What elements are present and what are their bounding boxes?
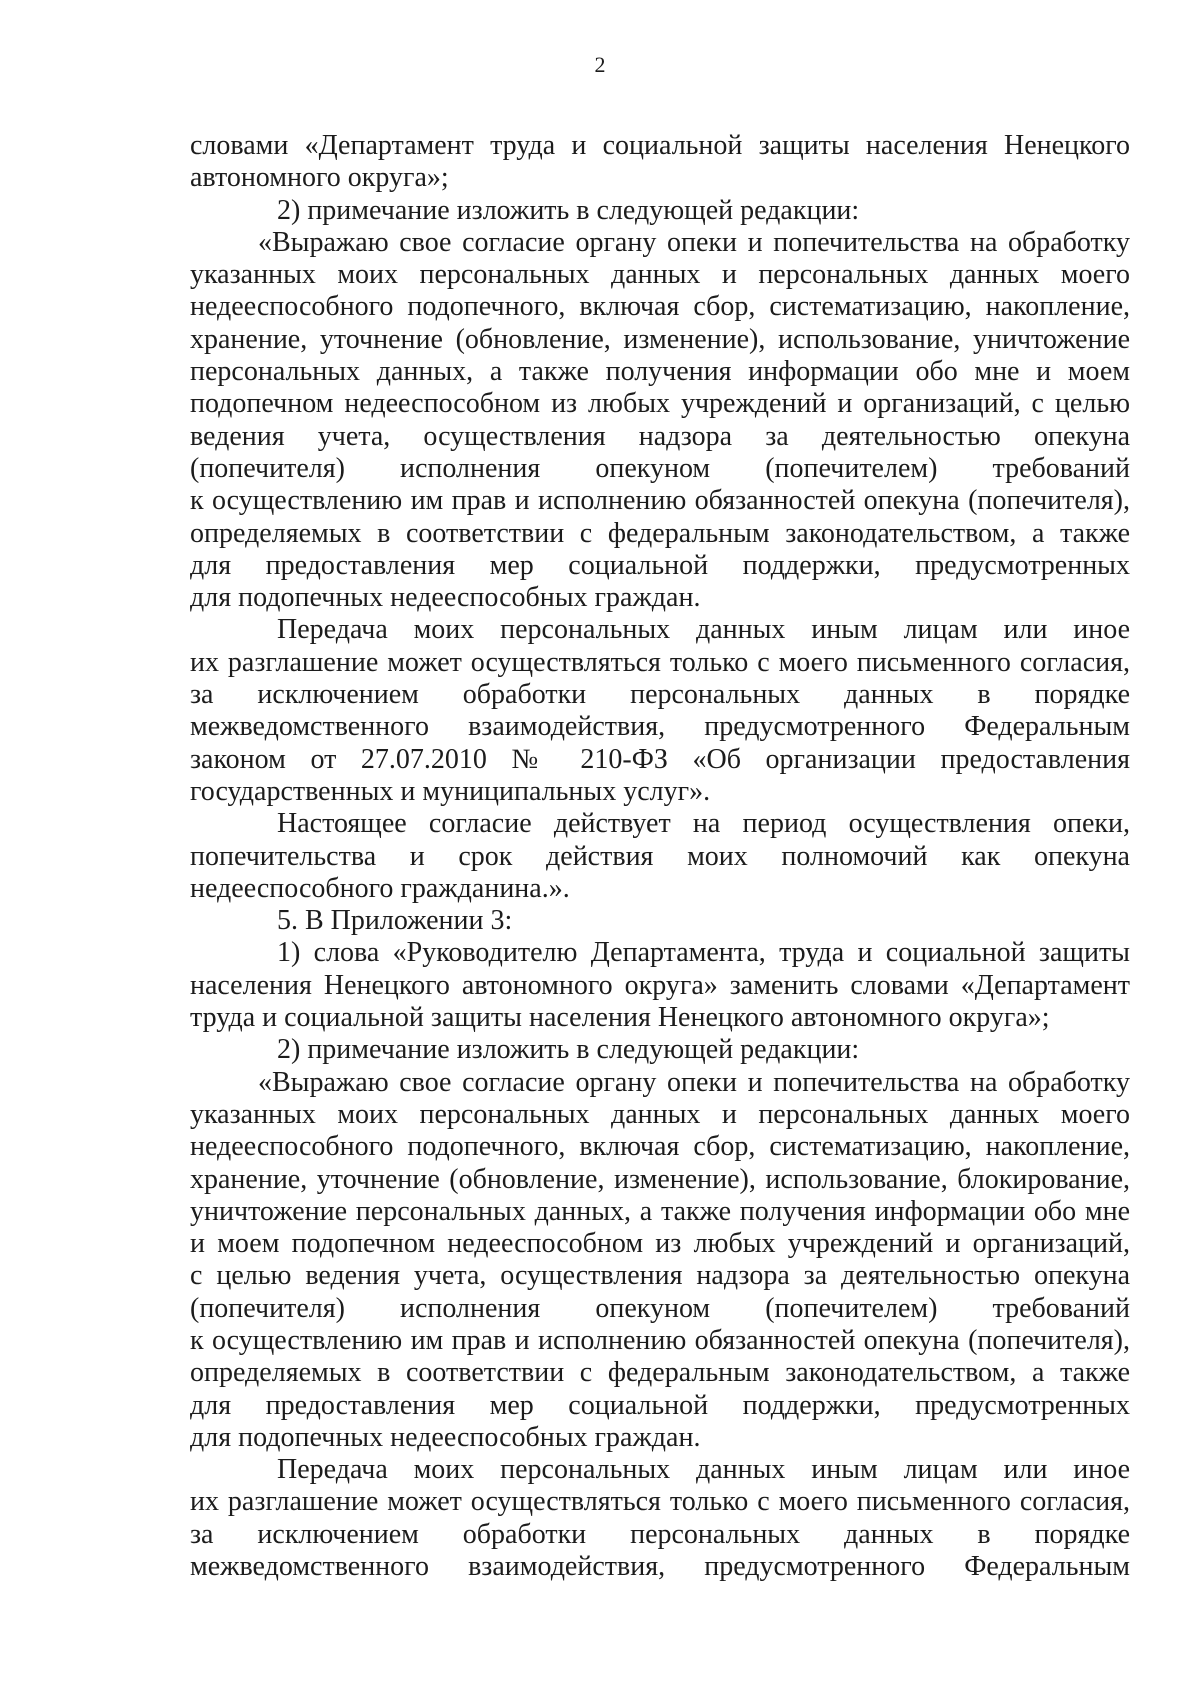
text-line: попечительства и срок действия моих полномочий как опекуна — [190, 840, 1130, 872]
text-line: хранение, уточнение (обновление, изменение), использование, блокирование, — [190, 1163, 1130, 1195]
text-line: государственных и муниципальных услуг». — [190, 775, 711, 807]
text-line: за исключением обработки персональных данных в порядке — [190, 1518, 1130, 1550]
page-number: 2 — [594, 52, 606, 77]
text-line: Передача моих персональных данных иным лицам или иное — [277, 614, 1130, 646]
text-line: для предоставления мер социальной поддержки, предусмотренных — [190, 549, 1130, 581]
text-line: к осуществлению им прав и исполнению обязанностей опекуна (попечителя), — [190, 1324, 1130, 1356]
text-line: недееспособного подопечного, включая сбор, систематизацию, накопление, — [190, 291, 1130, 323]
text-line: определяемых в соответствии с федеральным законодательством, а также — [190, 517, 1130, 549]
text-line: законом от 27.07.2010 № 210-ФЗ «Об организации предоставления — [190, 743, 1130, 775]
text-line: (попечителя) исполнения опекуном (попечителем) требований — [190, 452, 1130, 484]
text-line: их разглашение может осуществляться только с моего письменного согласия, — [190, 1486, 1130, 1518]
text-line: 2) примечание изложить в следующей редакции: — [277, 1034, 860, 1066]
text-line: автономного округа»; — [190, 162, 449, 194]
text-line: населения Ненецкого автономного округа» заменить словами «Департамент — [190, 969, 1130, 1001]
text-line: «Выражаю свое согласие органу опеки и попечительства на обработку — [258, 1066, 1130, 1098]
text-line: межведомственного взаимодействия, предусмотренного Федеральным — [190, 711, 1130, 743]
text-line: и моем подопечном недееспособном из любых учреждений и организаций, — [190, 1228, 1130, 1260]
text-line: указанных моих персональных данных и персональных данных моего — [190, 259, 1130, 291]
text-line: их разглашение может осуществляться только с моего письменного согласия, — [190, 646, 1130, 678]
text-line: подопечном недееспособном из любых учреждений и организаций, с целью — [190, 388, 1130, 420]
text-line: для предоставления мер социальной поддержки, предусмотренных — [190, 1389, 1130, 1421]
text-line: для подопечных недееспособных граждан. — [190, 582, 701, 614]
text-line: указанных моих персональных данных и персональных данных моего — [190, 1098, 1130, 1130]
text-line: Передача моих персональных данных иным лицам или иное — [277, 1454, 1130, 1486]
text-line: персональных данных, а также получения информации обо мне и моем — [190, 356, 1130, 388]
text-line: хранение, уточнение (обновление, изменение), использование, уничтожение — [190, 323, 1130, 355]
text-line: 1) слова «Руководителю Департамента, труда и социальной защиты — [277, 937, 1130, 969]
text-line: с целью ведения учета, осуществления надзора за деятельностью опекуна — [190, 1260, 1130, 1292]
text-line: межведомственного взаимодействия, предусмотренного Федеральным — [190, 1551, 1130, 1583]
document-body — [190, 130, 1130, 1583]
text-line: 5. В Приложении 3: — [277, 905, 513, 937]
text-line: 2) примечание изложить в следующей редакции: — [277, 194, 860, 226]
text-line: Настоящее согласие действует на период осуществления опеки, — [277, 808, 1130, 840]
text-line: уничтожение персональных данных, а также получения информации обо мне — [190, 1195, 1130, 1227]
text-line: труда и социальной защиты населения Ненецкого автономного округа»; — [190, 1002, 1050, 1034]
text-line: (попечителя) исполнения опекуном (попечителем) требований — [190, 1292, 1130, 1324]
text-line: для подопечных недееспособных граждан. — [190, 1421, 701, 1453]
text-line: ведения учета, осуществления надзора за деятельностью опекуна — [190, 420, 1130, 452]
text-line: «Выражаю свое согласие органу опеки и попечительства на обработку — [258, 226, 1130, 258]
text-line: словами «Департамент труда и социальной защиты населения Ненецкого — [190, 130, 1130, 161]
text-line: за исключением обработки персональных данных в порядке — [190, 679, 1130, 711]
text-line: к осуществлению им прав и исполнению обязанностей опекуна (попечителя), — [190, 485, 1130, 517]
text-line: определяемых в соответствии с федеральным законодательством, а также — [190, 1357, 1130, 1389]
text-line: недееспособного подопечного, включая сбор, систематизацию, накопление, — [190, 1131, 1130, 1163]
text-line: недееспособного гражданина.». — [190, 872, 570, 904]
